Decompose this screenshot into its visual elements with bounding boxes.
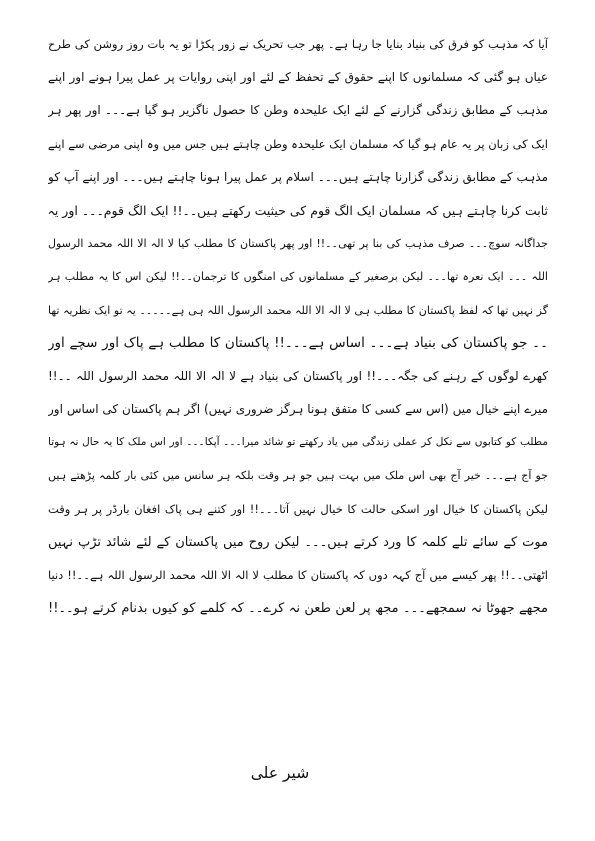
text-line-14: جو آج ہے۔۔۔ خیر آج بھی اس ملک میں بہت ہیں جو ہر وقت بلکہ ہر سانس میں کئی بار کلمہ پڑھتے ہیں [48,469,548,483]
text-line-17: اٹھتی۔۔!! پھر کیسے میں آج کہہ دوں کہ پاکستان کا مطلب لا الہ الا اللہ محمد الرسول اللہ ہے۔۔!! دنیا [48,568,548,582]
text-line-4: ایک کی زبان پر یہ عام ہو گیا کہ مسلمان ایک علیحدہ وطن چاہتے ہیں جس میں وہ اپنی مرضی سے اپنے [48,136,548,151]
text-line-9: گز نہیں تھا کہ لفظ پاکستان کا مطلب ہی لا الہ الا اللہ محمد الرسول اللہ ہی ہے۔۔۔۔۔ یہ تو ایک نظریہ تھا [48,303,548,317]
text-line-5: مذہب کے مطابق زندگی گزارنا چاہتے ہیں۔۔۔ اسلام پر عمل پیرا ہونا چاہتے ہیں۔۔۔ اور اپنے آپ کو [48,169,548,184]
text-line-18: مجھے جھوٹا نہ سمجھے۔۔۔ مجھ پر لعن طعن نہ کرے۔۔ کہ کلمے کو کیوں بدنام کرتے ہو۔۔!! [48,601,548,617]
text-line-3: مذہب کے مطابق زندگی گزارنے کے لئے ایک علیحدہ وطن کا حصول ناگزیر ہو گیا ہے۔۔۔ اور پھر ہر [48,103,548,118]
text-line-16: موت کے سائے تلے کلمہ کا ورد کرتے ہیں۔۔۔ لیکن روح میں پاکستان کے لئے شائد تڑپ نہیں [48,534,548,550]
text-line-13: مطلب کو کتابوں سے نکل کر عملی زندگی میں یاد رکھتے تو شائد میرا۔۔۔ آپکا۔۔۔ اور اس ملک کا یہ حال نہ ہوتا [48,436,548,449]
text-line-12: میرے اپنے خیال میں (اس سے کسی کا متفق ہونا ہرگز ضروری نہیں) اگر ہم پاکستان کی اساس اور [48,402,548,417]
text-line-15: لیکن پاکستان کا خیال اور اسکی حالت کا خیال نہیں آتا۔۔۔!! اور کتنے ہی پاک افغان بارڈر پر ہر وقت [48,501,548,516]
text-line-2: عیاں ہو گئی کہ مسلمانوں کا اپنے حقوق کے تحفظ کے لئے اور اپنی روایات پر عمل پیرا ہونے اور اپنے [48,70,548,85]
author-signature: شیر علی [250,764,310,782]
text-line-1: آیا کہ مذہب کو فرق کی بنیاد بنایا جا رہا ہے۔ پھر جب تحریک نے زور پکڑا تو یہ بات روز روشن کی طرح [48,37,548,51]
text-line-7: جداگانہ سوچ۔۔۔ صرف مذہب کی بنا پر تھی۔۔!! اور پھر پاکستان کا مطلب کیا لا الہ الا اللہ محمد الرسول [48,237,548,251]
text-line-10: ۔۔ جو پاکستان کی بنیاد ہے۔۔۔ اساس ہے۔۔۔!! پاکستان کا مطلب ہے پاک اور سچے اور [48,334,548,351]
article-body [48,28,548,625]
text-line-6: ثابت کرنا چاہتے ہیں کہ مسلمان ایک الگ قوم کی حیثیت رکھتے ہیں۔۔!! ایک الگ قوم۔۔۔ اور یہ [48,202,548,218]
text-line-8: اللہ ۔۔۔ ایک نعرہ تھا۔۔۔ لیکن برصغیر کے مسلمانوں کی امنگوں کا ترجمان۔۔!! لیکن اس کا یہ مطلب ہر [48,270,548,284]
text-line-11: کھرے لوگوں کے رہنے کی جگہ۔۔۔!! اور پاکستان کی بنیاد ہے لا الہ الا اللہ محمد الرسول اللہ ۔۔!! [48,368,548,383]
